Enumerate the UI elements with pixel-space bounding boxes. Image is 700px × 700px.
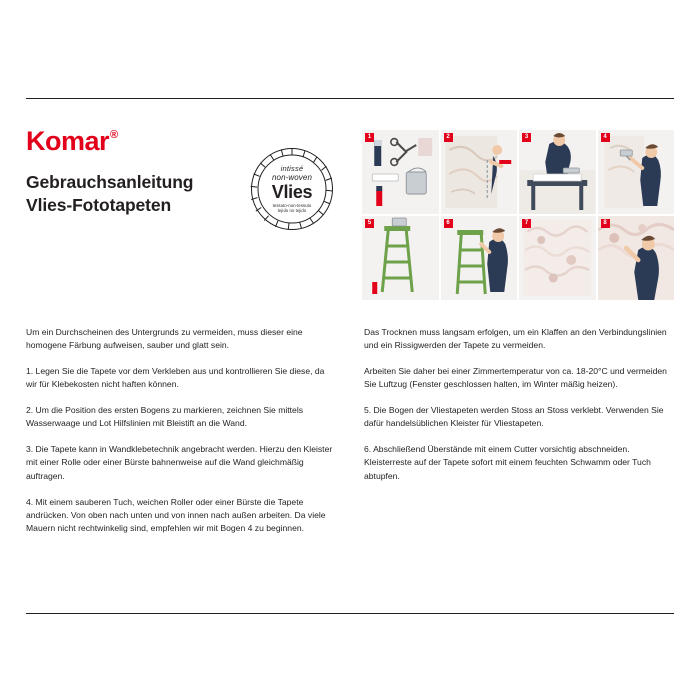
left-step-2-paragraph: 2. Um die Position des ersten Bogens zu markieren, zeichnen Sie mittels Wasserwaage und Lot Hilfslinien mit Bleistift an die Wand.	[26, 405, 304, 429]
step-number-4: 4	[601, 133, 610, 142]
step-number-5: 5	[365, 219, 374, 228]
seal-line-vlies: Vlies	[271, 182, 313, 203]
page-title-line1: Gebrauchsanleitung	[26, 172, 194, 192]
right-step-5-paragraph: 5. Die Bogen der Vliestapeten werden Stoss an Stoss verklebt. Verwenden Sie dafür handelsüblichen Kleister für Vliestapeten.	[364, 405, 664, 429]
tools-scissors-tape-icon	[362, 130, 439, 214]
seal-line-nonwoven: non-woven	[271, 172, 313, 182]
step-number-3: 3	[522, 133, 531, 142]
step-image-8	[598, 216, 675, 300]
vlies-seal-text	[243, 140, 341, 238]
page-title-line2: Vlies-Fototapeten	[26, 195, 172, 216]
right-temperature-paragraph: Arbeiten Sie daher bei einer Zimmertemperatur von ca. 18-20°C und vermeiden Sie Luftzug (Fenster geschlossen halten, im Winter mäßig heizen).	[364, 366, 667, 390]
step-image-2	[441, 130, 518, 214]
step-number-1: 1	[365, 133, 374, 142]
bottom-divider	[26, 613, 674, 614]
measuring-wall-plumb-line-icon	[441, 130, 518, 214]
right-intro-paragraph: Das Trocknen muss langsam erfolgen, um ein Klaffen an den Verbindungslinien und ein Rissigwerden der Tapete zu vermeiden.	[364, 327, 667, 351]
hanging-first-sheet-icon	[441, 216, 518, 300]
right-text-column	[364, 326, 674, 483]
step-image-6	[441, 216, 518, 300]
ladder-with-paste-bucket-icon	[362, 216, 439, 300]
left-step-1-paragraph: 1. Legen Sie die Tapete vor dem Verkleben aus und kontrollieren Sie diese, da wir für Klebekosten nicht haften können.	[26, 366, 325, 390]
applying-paste-on-table-icon	[519, 130, 596, 214]
left-text-column	[26, 326, 336, 535]
vlies-seal-badge	[243, 140, 341, 238]
finished-mural-cutting-icon	[598, 216, 675, 300]
left-step-3-paragraph: 3. Die Tapete kann in Wandklebetechnik angebracht werden. Hierzu den Kleister mit einer Rolle oder einer Bürste bahnenweise auf die Wand gleichmäßig auftragen.	[26, 444, 333, 481]
step-image-4	[598, 130, 675, 214]
registered-trademark-icon: ®	[110, 129, 118, 141]
step-number-8: 8	[601, 219, 610, 228]
step-image-5	[362, 216, 439, 300]
smoothing-wallpaper-sheet-icon	[519, 216, 596, 300]
step-image-1	[362, 130, 439, 214]
seal-line-tessuto: tessuto-non-tessuto	[272, 203, 312, 209]
logo-wordmark: Komar	[26, 126, 110, 156]
top-divider	[26, 98, 674, 99]
komar-logo	[26, 128, 117, 155]
seal-line-tejido: tejido no tejido	[277, 207, 307, 213]
step-number-6: 6	[444, 219, 453, 228]
left-intro-paragraph: Um ein Durchscheinen des Untergrunds zu vermeiden, muss dieser eine homogene Färbung aufweisen, sauber und glatt sein.	[26, 327, 303, 351]
right-step-6-paragraph: 6. Abschließend Überstände mit einem Cutter vorsichtig abschneiden. Kleisterreste auf der Tapete sofort mit einem feuchten Schwamm oder Tuch abtupfen.	[364, 444, 651, 481]
step-number-7: 7	[522, 219, 531, 228]
step-image-7	[519, 216, 596, 300]
step-number-2: 2	[444, 133, 453, 142]
step-image-3	[519, 130, 596, 214]
steps-illustration-grid	[362, 130, 674, 300]
seal-line-intisse: intissé	[280, 164, 304, 174]
pasting-wall-with-roller-icon	[598, 130, 675, 214]
left-step-4-paragraph: 4. Mit einem sauberen Tuch, weichen Roller oder einer Bürste die Tapete andrücken. Von oben nach unten und von innen nach außen arbeiten. Da viele Mauern nicht rechtwinkelig sind, empfehlen wir mit Bogen 4 zu beginnen.	[26, 496, 326, 533]
